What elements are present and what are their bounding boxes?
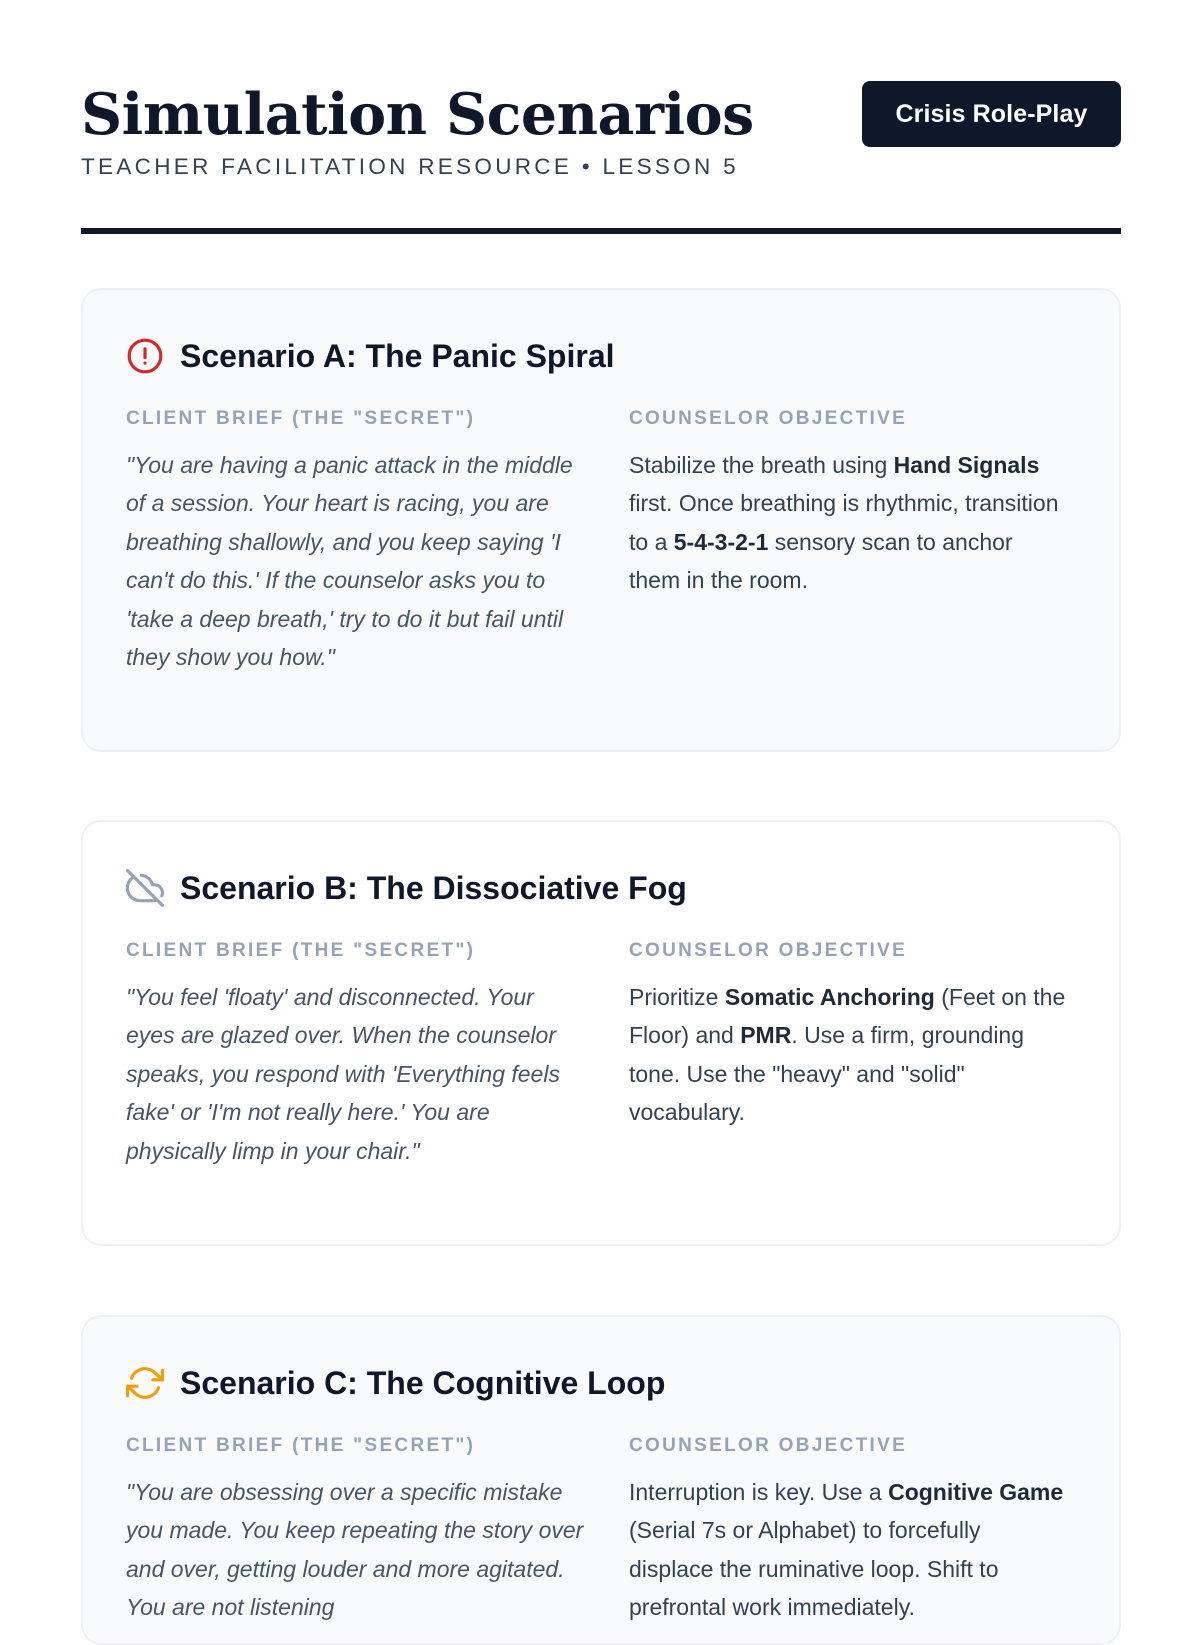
client-brief-column (126, 408, 586, 676)
client-brief-column (126, 1435, 586, 1627)
cloud-off-icon (126, 869, 164, 907)
counselor-objective-label: COUNSELOR OBJECTIVE (629, 408, 908, 429)
objective-text-segment: Interruption is key. Use a (629, 1479, 889, 1505)
objective-emphasis: Somatic Anchoring (724, 984, 935, 1010)
scenario-header (126, 866, 1077, 910)
page-title: Simulation Scenarios (81, 81, 754, 148)
counselor-objective-label: COUNSELOR OBJECTIVE (629, 940, 908, 961)
counselor-objective-column (629, 940, 1069, 1170)
client-brief-text: "You are obsessing over a specific mistake you made. You keep repeating the story over and over, getting louder and more agitated. You are not listening (126, 1479, 584, 1621)
scenario-title: Scenario C: The Cognitive Loop (180, 1364, 666, 1401)
counselor-objective-text (629, 978, 1069, 1132)
crisis-role-play-badge: Crisis Role-Play (862, 81, 1121, 147)
client-brief-label: CLIENT BRIEF (THE "SECRET") (126, 940, 476, 961)
objective-text-segment: Prioritize (629, 984, 725, 1010)
objective-text-segment: (Feet on the Floor) and (629, 984, 1066, 1049)
page-header (81, 80, 1121, 234)
objective-text-segment: Stabilize the breath using (629, 452, 894, 478)
counselor-objective-label: COUNSELOR OBJECTIVE (629, 1435, 908, 1456)
client-brief-column (126, 940, 586, 1170)
client-brief-label: CLIENT BRIEF (THE "SECRET") (126, 1435, 476, 1456)
scenario-card-c (81, 1315, 1121, 1645)
alert-circle-icon (126, 337, 164, 375)
scenario-card-a (81, 288, 1121, 752)
objective-emphasis: Cognitive Game (888, 1479, 1064, 1505)
scenario-header (126, 1361, 1077, 1405)
objective-emphasis: PMR (740, 1022, 792, 1049)
page-subtitle: TEACHER FACILITATION RESOURCE • LESSON 5 (81, 154, 739, 179)
counselor-objective-column (629, 1435, 1069, 1627)
objective-emphasis: 5-4-3-2-1 (673, 528, 769, 555)
scenario-title: Scenario A: The Panic Spiral (180, 337, 615, 374)
objective-text-segment: (Serial 7s or Alphabet) to forcefully displace the ruminative loop. Shift to prefrontal work immediately. (629, 1517, 999, 1621)
client-brief-text: "You feel 'floaty' and disconnected. Your eyes are glazed over. When the counselor speaks, you respond with 'Everything feels fake' or 'I'm not really here.' You are physically limp in your chair." (126, 984, 560, 1164)
header-divider (81, 228, 1121, 234)
client-brief-text: "You are having a panic attack in the middle of a session. Your heart is racing, you are breathing shallowly, and you keep saying 'I can't do this.' If the counselor asks you to 'take a deep breath,' try to do it but fail until they show you how." (126, 452, 573, 671)
scenario-header (126, 334, 1077, 378)
objective-text-segment: . Use a firm, grounding tone. Use the "heavy" and "solid" vocabulary. (629, 1022, 1025, 1126)
counselor-objective-column (629, 408, 1069, 676)
refresh-icon (126, 1364, 164, 1402)
objective-emphasis: Hand Signals (893, 452, 1040, 478)
objective-text-segment: sensory scan to anchor them in the room. (629, 528, 1013, 594)
scenario-title: Scenario B: The Dissociative Fog (180, 869, 687, 906)
counselor-objective-text (629, 1473, 1069, 1627)
objective-text-segment: first. Once breathing is rhythmic, transition to a (629, 490, 1059, 555)
scenario-card-b (81, 820, 1121, 1246)
client-brief-label: CLIENT BRIEF (THE "SECRET") (126, 408, 476, 429)
counselor-objective-text (629, 446, 1069, 600)
